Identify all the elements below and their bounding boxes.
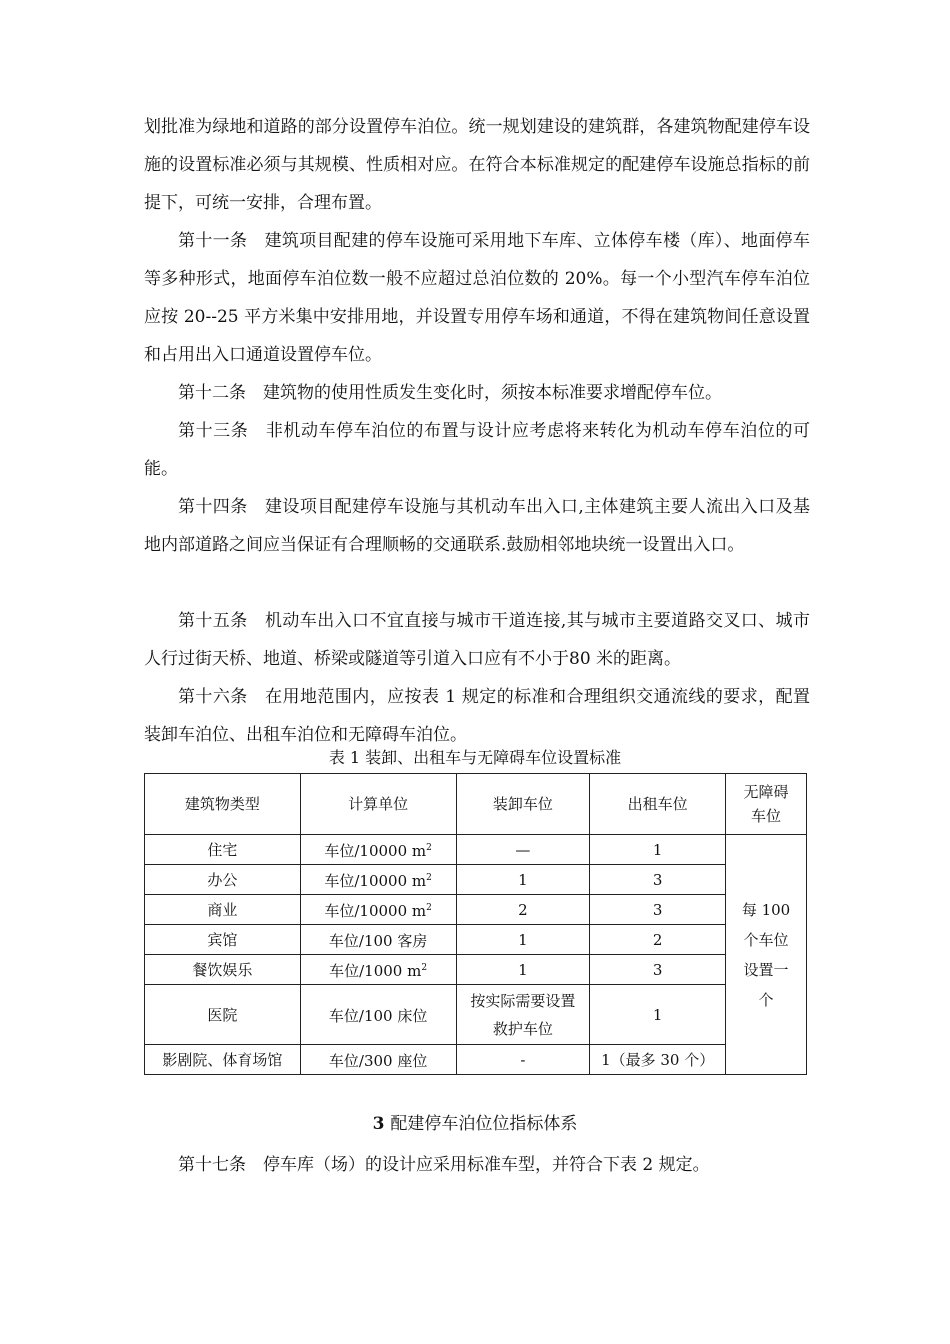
- section-heading: [144, 1110, 806, 1138]
- cell-unit: 车位/1000 $m^2$: [300, 955, 456, 985]
- table-row: [145, 865, 807, 895]
- article-17: 第十七条 停车库（场）的设计应采用标准车型，并符合下表 2 规定。: [178, 1155, 710, 1175]
- article-11: 第十一条 建筑项目配建的停车设施可采用地下车库、立体停车楼（库）、地面停车等多种形式，地面停车泊位数一般不应超过总泊位数的 20%。每一个小型汽车停车泊位应按 20--25 平方米集中安排用地，并设置专用停车场和通道，不得在建筑物间任意设置和占用出入口通道设置停车位。: [144, 231, 810, 365]
- cell-type: 住宅: [145, 835, 301, 865]
- article-16: 第十六条 在用地范围内，应按表 1 规定的标准和合理组织交通流线的要求，配置装卸车泊位、出租车泊位和无障碍车泊位。: [144, 687, 810, 745]
- cell-loading: -: [456, 1045, 590, 1075]
- table-caption: 表 1 装卸、出租车与无障碍车位设置标准: [328, 748, 622, 767]
- cell-type: 办公: [145, 865, 301, 895]
- header-taxi: 出租车位: [590, 774, 726, 835]
- cell-type: 商业: [145, 895, 301, 925]
- table-row: [145, 925, 807, 955]
- cell-unit: 车位/100 客房: [300, 925, 456, 955]
- cell-loading: 1: [456, 865, 590, 895]
- table-row: [145, 835, 807, 865]
- cell-unit: 车位/10000 $m^2$: [300, 865, 456, 895]
- section-number: 3: [372, 1114, 385, 1134]
- cell-taxi: 3: [590, 955, 726, 985]
- cell-taxi: 3: [590, 895, 726, 925]
- cell-loading: 2: [456, 895, 590, 925]
- cell-type: 餐饮娱乐: [145, 955, 301, 985]
- article-12: 第十二条 建筑物的使用性质发生变化时，须按本标准要求增配停车位。: [178, 383, 722, 403]
- cell-unit: 车位/100 床位: [300, 985, 456, 1045]
- section-title: 配建停车泊位位指标体系: [390, 1114, 578, 1134]
- cell-taxi: 1: [590, 835, 726, 865]
- cell-unit: 车位/300 座位: [300, 1045, 456, 1075]
- parking-standard-table: [144, 773, 807, 1075]
- cell-loading: 按实际需要设置救护车位: [456, 985, 590, 1045]
- table-header-row: [145, 774, 807, 835]
- table-row: [145, 1045, 807, 1075]
- header-building-type: 建筑物类型: [145, 774, 301, 835]
- cell-taxi: 2: [590, 925, 726, 955]
- table-row: [145, 895, 807, 925]
- cell-loading: —: [456, 835, 590, 865]
- header-unit: 计算单位: [300, 774, 456, 835]
- cell-unit: 车位/10000 $m^2$: [300, 835, 456, 865]
- cell-loading: 1: [456, 925, 590, 955]
- cell-type: 医院: [145, 985, 301, 1045]
- table-row: [145, 955, 807, 985]
- cell-type: 宾馆: [145, 925, 301, 955]
- cell-loading: 1: [456, 955, 590, 985]
- header-loading: 装卸车位: [456, 774, 590, 835]
- cell-taxi: 1（最多 30 个）: [590, 1045, 726, 1075]
- paragraph-continued: 划批准为绿地和道路的部分设置停车泊位。统一规划建设的建筑群，各建筑物配建停车设施的设置标准必须与其规模、性质相对应。在符合本标准规定的配建停车设施总指标的前提下，可统一安排，合理布置。: [144, 117, 810, 213]
- article-13: 第十三条 非机动车停车泊位的布置与设计应考虑将来转化为机动车停车泊位的可能。: [144, 421, 810, 479]
- cell-unit: 车位/10000 $m^2$: [300, 895, 456, 925]
- cell-taxi: 1: [590, 985, 726, 1045]
- cell-type: 影剧院、体育场馆: [145, 1045, 301, 1075]
- table-row: [145, 985, 807, 1045]
- cell-taxi: 3: [590, 865, 726, 895]
- article-15: 第十五条 机动车出入口不宜直接与城市干道连接,其与城市主要道路交叉口、城市人行过街天桥、地道、桥梁或隧道等引道入口应有不小于80 米的距离。: [144, 611, 810, 669]
- cell-accessible-merged: 每 100 个车位设置一个: [726, 835, 807, 1075]
- header-accessible: 无障碍车位: [726, 774, 807, 835]
- article-14: 第十四条 建设项目配建停车设施与其机动车出入口,主体建筑主要人流出入口及基地内部道路之间应当保证有合理顺畅的交通联系.鼓励相邻地块统一设置出入口。: [144, 497, 810, 555]
